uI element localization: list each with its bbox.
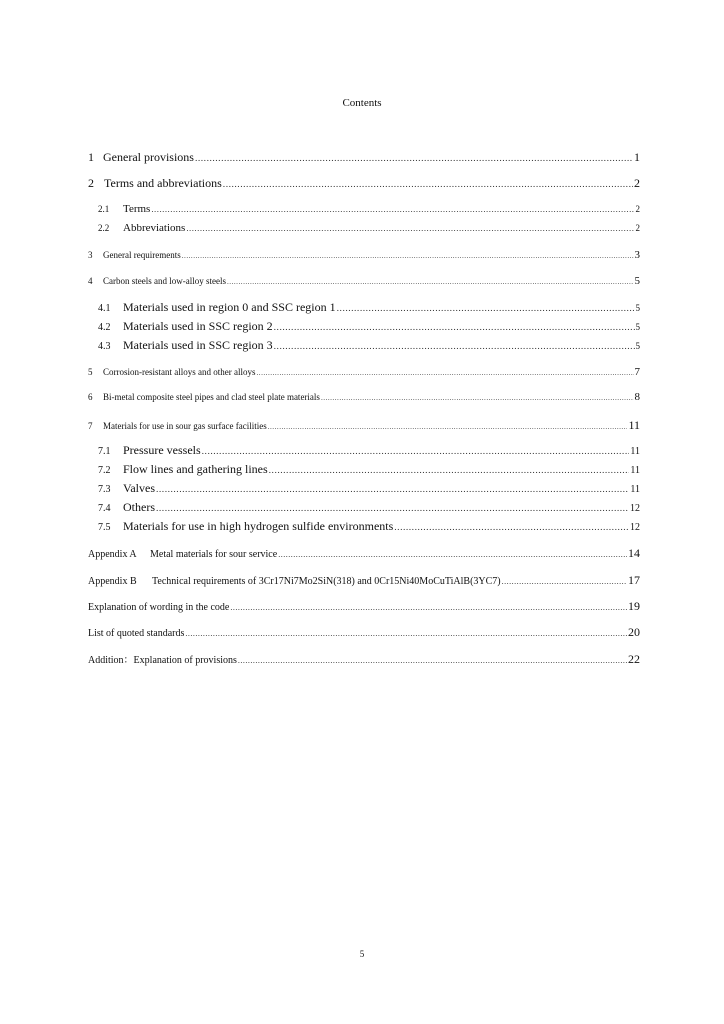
- toc-number: 2.1: [98, 204, 110, 214]
- toc-leader: [186, 223, 634, 233]
- toc-leader: [256, 369, 633, 377]
- toc-page-number: 11: [630, 484, 640, 495]
- toc-label: Technical requirements of 3Cr17Ni7Mo2SiN(318) and 0Cr15Ni40MoCuTiAlB(3YC7): [152, 576, 501, 587]
- toc-label: Pressure vessels: [123, 443, 201, 457]
- toc-leader: [274, 341, 635, 352]
- toc-label: Corrosion-resistant alloys and other alloys: [103, 367, 256, 377]
- toc-page-number: 11: [630, 465, 640, 476]
- toc-number: Appendix B: [88, 576, 137, 587]
- toc-page-number: 19: [628, 599, 640, 613]
- toc-page-number: 17: [628, 573, 640, 587]
- toc-entry-4-1[interactable]: [98, 300, 640, 315]
- toc-entry-appendix-a[interactable]: [88, 546, 640, 561]
- toc-leader: [238, 656, 627, 665]
- toc-label: Materials for use in sour gas surface facilities: [103, 421, 267, 431]
- toc-label: General provisions: [103, 150, 194, 164]
- toc-entry-7-1[interactable]: [98, 443, 640, 458]
- toc-label: Materials for use in high hydrogen sulfide environments: [123, 519, 394, 533]
- toc-number: 7: [88, 421, 93, 431]
- toc-page-number: 7: [634, 366, 640, 378]
- toc-number: 4.3: [98, 341, 111, 352]
- toc-entry-1[interactable]: [88, 150, 640, 165]
- page-title: Contents: [342, 97, 382, 109]
- toc-entry-4[interactable]: [88, 275, 640, 287]
- toc-number: 3: [88, 250, 93, 260]
- toc-leader: [227, 278, 634, 286]
- toc-page-number: 3: [634, 249, 640, 261]
- toc-page-number: 11: [628, 418, 640, 432]
- toc-leader: [394, 522, 629, 533]
- toc-label: Metal materials for sour service: [150, 549, 278, 560]
- toc-number: 4.1: [98, 303, 111, 314]
- toc-leader: [151, 204, 634, 214]
- toc-number: 2: [88, 176, 94, 190]
- toc-leader: [185, 629, 627, 638]
- toc-label: Terms and abbreviations: [104, 176, 222, 190]
- toc-page-number: 5: [635, 322, 640, 332]
- toc-leader: [269, 465, 630, 476]
- toc-number: Appendix A: [88, 549, 137, 560]
- toc-entry-5[interactable]: [88, 366, 640, 378]
- toc-leader: [268, 423, 628, 431]
- toc-label: Materials used in region 0 and SSC region 1: [123, 300, 336, 314]
- toc-number: 7.2: [98, 465, 111, 476]
- toc-page-number: 2: [634, 176, 640, 190]
- toc-number: 7.1: [98, 446, 111, 457]
- toc-page-number: 12: [630, 503, 640, 514]
- toc-number: 6: [88, 392, 93, 402]
- toc-number: 5: [88, 367, 93, 377]
- toc-label: Valves: [123, 481, 155, 495]
- toc-leader: [502, 577, 627, 586]
- toc-page-number: 14: [628, 546, 640, 560]
- toc-entry-appendix-b[interactable]: [88, 573, 640, 588]
- toc-entry-7[interactable]: [88, 418, 640, 433]
- page-number: 5: [359, 949, 365, 959]
- toc-page-number: 1: [634, 150, 640, 164]
- toc-entry-7-3[interactable]: [98, 481, 640, 496]
- toc-entry-quoted-standards[interactable]: [88, 625, 640, 640]
- toc-leader: [202, 446, 630, 457]
- toc-entry-4-2[interactable]: [98, 319, 640, 334]
- toc-leader: [156, 484, 629, 495]
- toc-label: Explanation of wording in the code: [88, 602, 230, 613]
- toc-leader: [230, 603, 627, 612]
- toc-leader: [278, 550, 627, 559]
- toc-leader: [156, 503, 629, 514]
- toc-leader: [195, 153, 633, 164]
- toc-label: Addition：Explanation of provisions: [88, 655, 237, 666]
- toc-number: 7.3: [98, 484, 111, 495]
- toc-label: General requirements: [103, 250, 181, 260]
- toc-page-number: 11: [630, 446, 640, 457]
- toc-leader: [223, 179, 633, 190]
- toc-number: 2.2: [98, 223, 110, 233]
- toc-entry-7-2[interactable]: [98, 462, 640, 477]
- toc-label: Materials used in SSC region 2: [123, 319, 273, 333]
- toc-label: List of quoted standards: [88, 628, 185, 639]
- toc-page-number: 20: [628, 625, 640, 639]
- toc-label: Others: [123, 500, 155, 514]
- toc-label: Materials used in SSC region 3: [123, 338, 273, 352]
- toc-entry-2-2[interactable]: [98, 222, 640, 234]
- toc-label: Bi-metal composite steel pipes and clad steel plate materials: [103, 392, 320, 402]
- toc-entry-2-1[interactable]: [98, 203, 640, 215]
- toc-entry-3[interactable]: [88, 249, 640, 261]
- toc-leader: [274, 322, 635, 333]
- toc-label: Carbon steels and low-alloy steels: [103, 276, 226, 286]
- toc-entry-wording[interactable]: [88, 599, 640, 614]
- toc-leader: [337, 303, 635, 314]
- toc-page-number: 2: [635, 223, 640, 233]
- toc-page-number: 5: [634, 275, 640, 287]
- toc-page-number: 2: [635, 204, 640, 214]
- toc-entry-2[interactable]: [88, 176, 640, 191]
- toc-number: 4: [88, 276, 93, 286]
- toc-page-number: 22: [628, 652, 640, 666]
- toc-page-number: 12: [630, 522, 640, 533]
- toc-label: Terms: [123, 203, 151, 215]
- toc-label: Flow lines and gathering lines: [123, 462, 268, 476]
- toc-entry-6[interactable]: [88, 391, 640, 403]
- toc-label: Abbreviations: [123, 222, 186, 234]
- toc-number: 1: [88, 150, 94, 164]
- toc-leader: [182, 252, 634, 260]
- toc-page-number: 8: [634, 391, 640, 403]
- toc-number: 7.4: [98, 503, 111, 514]
- toc-entry-addition[interactable]: [88, 651, 640, 667]
- toc-number: 4.2: [98, 322, 111, 333]
- toc-entry-7-4[interactable]: [98, 500, 640, 515]
- toc-page-number: 5: [635, 341, 640, 351]
- toc-entry-4-3[interactable]: [98, 338, 640, 353]
- toc-page-number: 5: [635, 303, 640, 313]
- toc-leader: [321, 394, 634, 402]
- toc-number: 7.5: [98, 522, 111, 533]
- toc-entry-7-5[interactable]: [98, 519, 640, 534]
